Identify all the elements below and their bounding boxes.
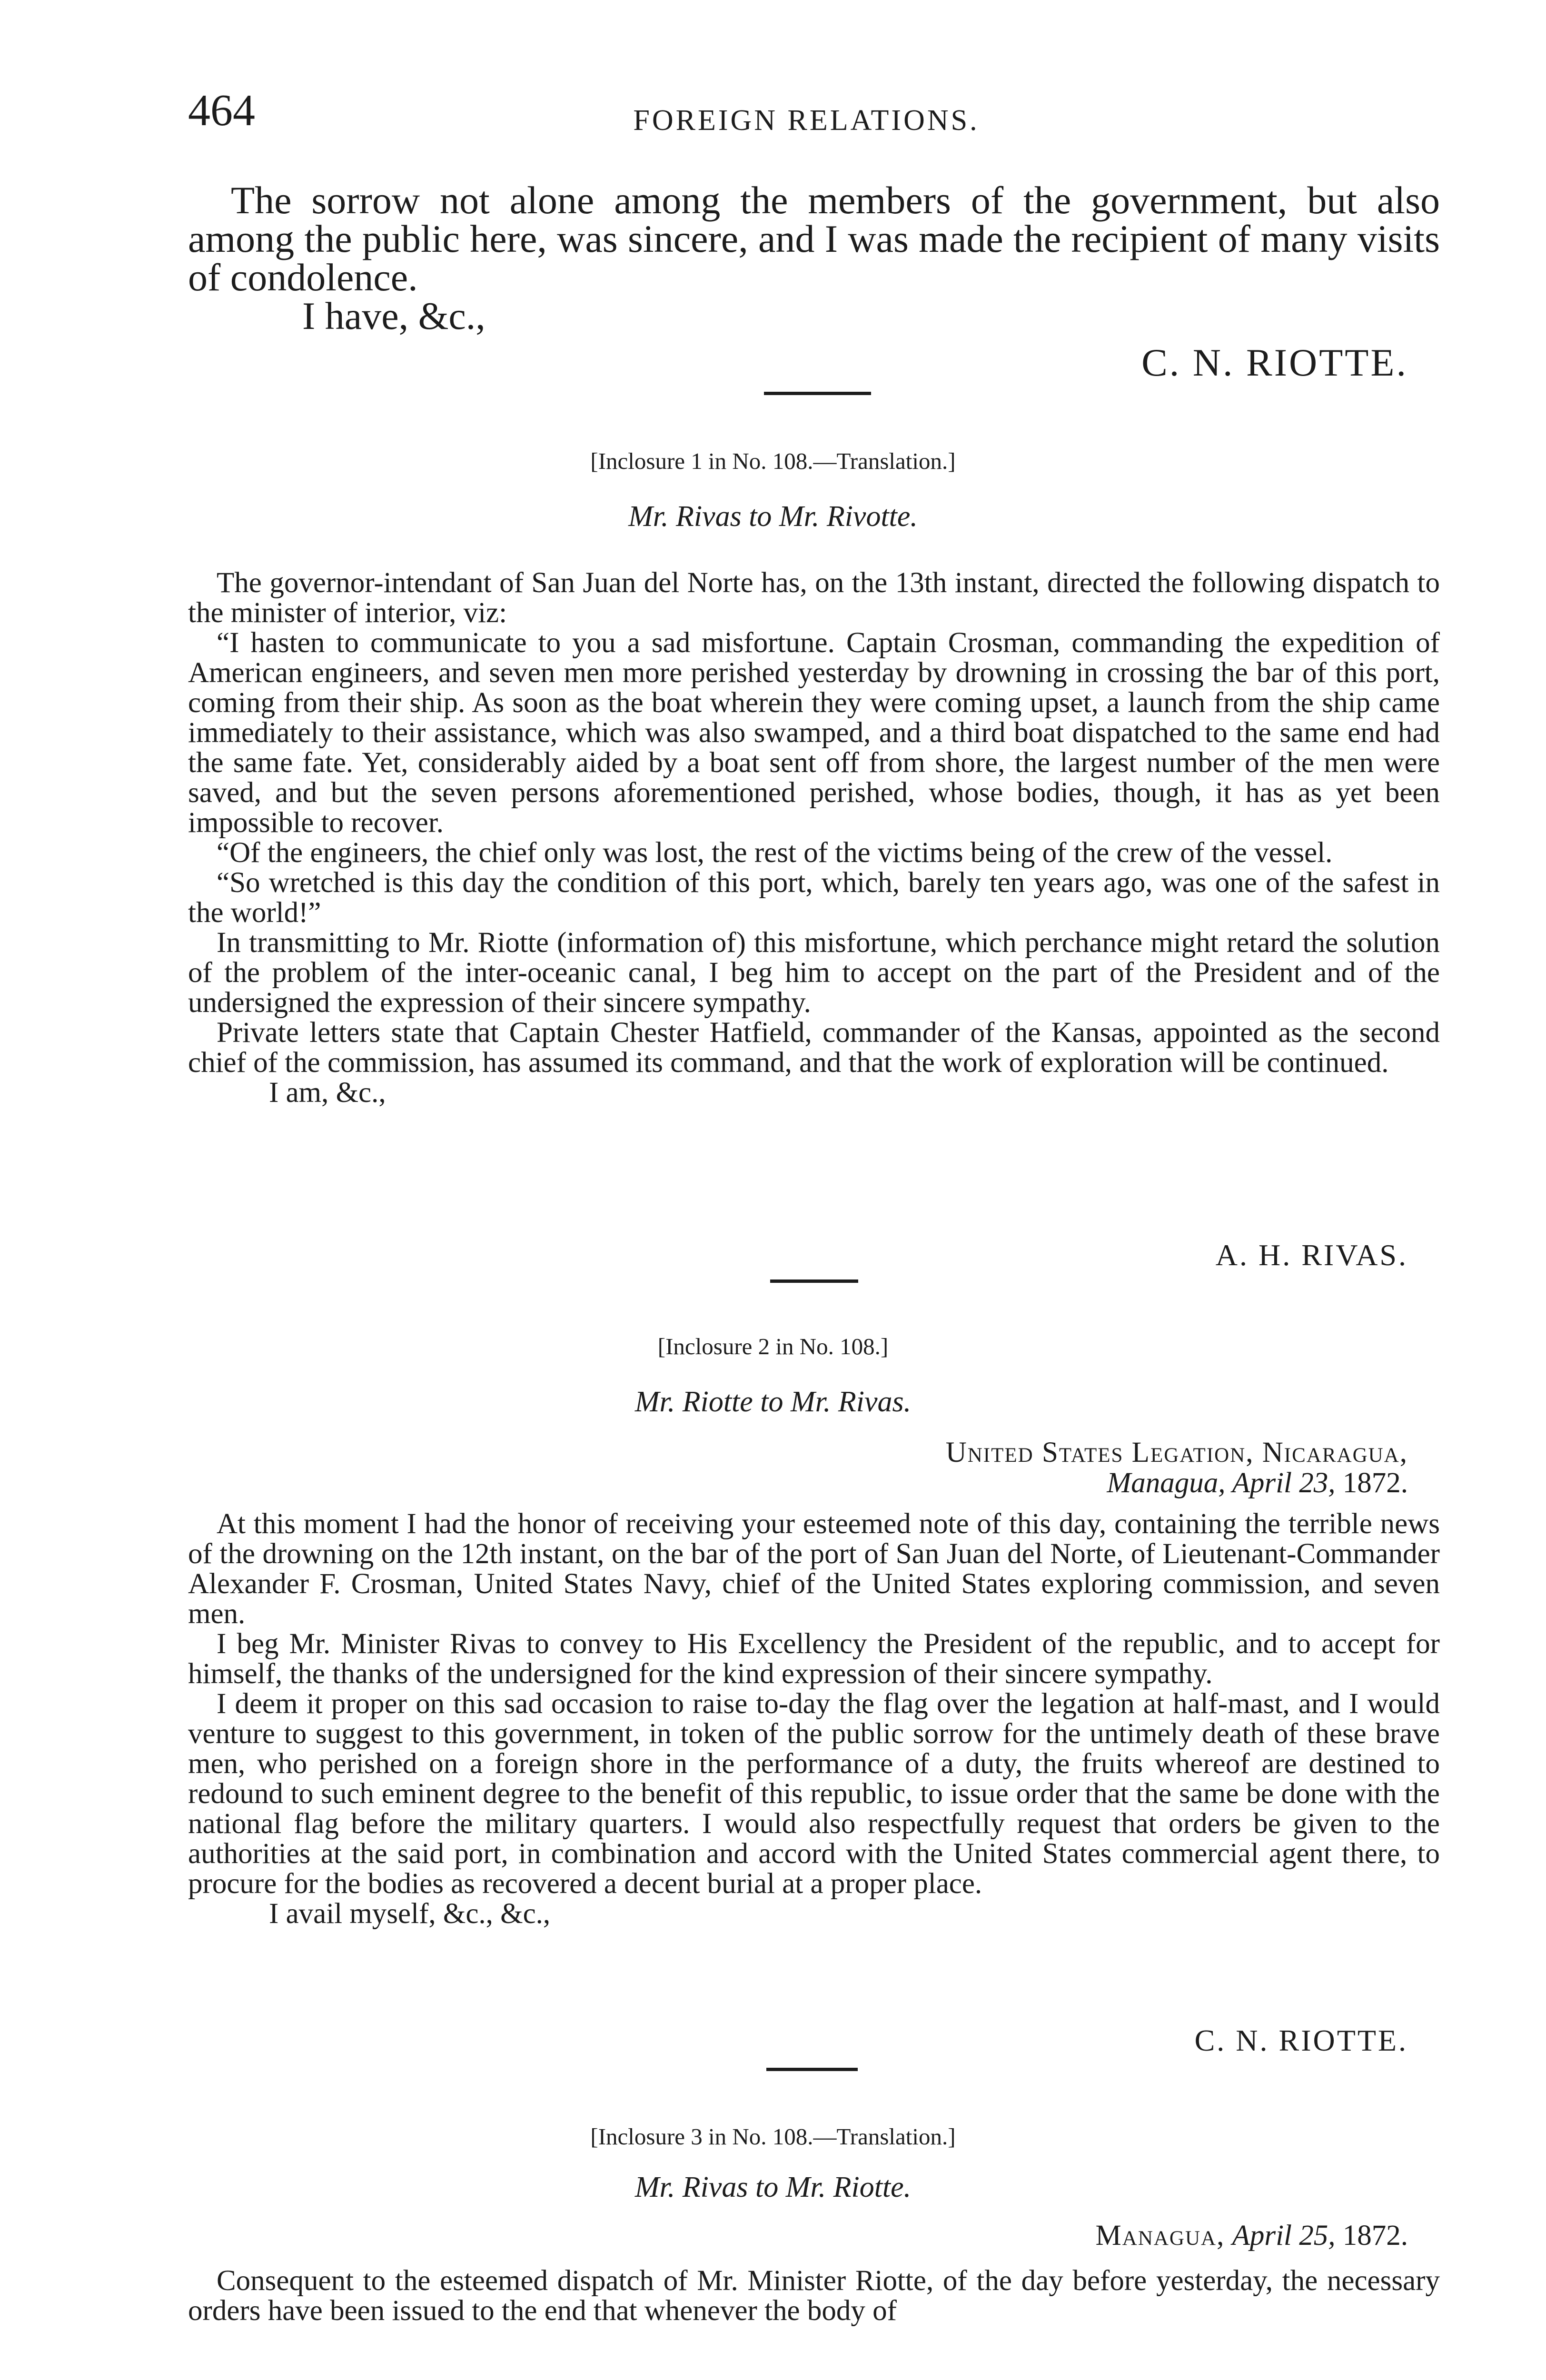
running-title: FOREIGN RELATIONS. [633, 104, 980, 137]
enclosure3-date-city: Managua, [1095, 2220, 1225, 2251]
separator-rule [764, 392, 871, 395]
enclosure1-signature: A. H. RIVAS. [1215, 1238, 1408, 1272]
intro-paragraph: The sorrow not alone among the members of the government, but also among the public here, was sincere, and I was made the recipient of many visits of condolence. [188, 178, 1440, 299]
enclosure3-paragraph: Consequent to the esteemed dispatch of Mr. Minister Riotte, of the day before yesterday, the necessary orders have been issued to the end that whenever the body of [188, 2265, 1440, 2327]
enclosure1-paragraph: The governor-intendant of San Juan del Norte has, on the 13th instant, directed the following dispatch to the minister of interior, viz: [188, 567, 1440, 629]
enclosure2-signature: C. N. RIOTTE. [1194, 2023, 1408, 2057]
enclosure2-heading: Mr. Riotte to Mr. Rivas. [634, 1386, 912, 1418]
enclosure1-closing: I am, &c., [269, 1077, 386, 1109]
separator-rule [766, 2068, 858, 2071]
enclosure3-heading: Mr. Rivas to Mr. Riotte. [634, 2171, 912, 2203]
enclosure2-paragraph: I deem it proper on this sad occasion to raise to-day the flag over the legation at half-mast, and I would venture to suggest to this government, in token of the public sorrow for the untimely death of these brave men, who perished on a foreign shore in the performance of a duty, the fruits whereof are destined to redound to such eminent degree to the benefit of this republic, to issue order that the same be done with the national flag before the military quarters. I would also respectfully request that orders be given to the authorities at the said port, in combination and accord with the United States commercial agent there, to procure for the bodies as recovered a decent burial at a proper place. [188, 1688, 1440, 1900]
enclosure3-date-month: April 25, [1232, 2220, 1336, 2251]
enclosure2-paragraph: At this moment I had the honor of receiving your esteemed note of this day, containing the terrible news of the drowning on the 12th instant, on the bar of the port of San Juan del Norte, of Lieutenant-Commander Alexander F. Crosman, United States Navy, chief of the United States exploring commission, and seven men. [188, 1508, 1440, 1630]
enclosure3-dateline [1096, 2221, 1408, 2251]
enclosure1-paragraph: In transmitting to Mr. Riotte (information of) this misfortune, which perchance might retard the solution of the problem of the inter-oceanic canal, I beg him to accept on the part of the President and of the undersigned the expression of their sincere sympathy. [188, 927, 1440, 1019]
enclosure2-place: United States Legation, Nicaragua, [945, 1437, 1408, 1468]
enclosure2-date-city: Managua, April 23, [1107, 1467, 1336, 1499]
enclosure2-date-year: 1872. [1342, 1467, 1408, 1499]
enclosure3-body [188, 2266, 1440, 2326]
enclosure3-date-year: 1872. [1342, 2220, 1408, 2251]
enclosure1-body [188, 568, 1440, 1108]
enclosure1-paragraph: “Of the engineers, the chief only was lost, the rest of the victims being of the crew of the vessel. [217, 837, 1333, 869]
enclosure3-label: [Inclosure 3 in No. 108.—Translation.] [590, 2123, 956, 2150]
intro-closing: I have, &c., [302, 294, 486, 337]
intro-section [188, 178, 1440, 337]
enclosure1-paragraph: Private letters state that Captain Chester Hatfield, commander of the Kansas, appointed as the second chief of the commission, has assumed its command, and that the work of exploration will be continued. [188, 1017, 1440, 1079]
enclosure1-label: [Inclosure 1 in No. 108.—Translation.] [590, 448, 956, 474]
page-number: 464 [188, 86, 255, 135]
enclosure2-closing: I avail myself, &c., &c., [269, 1898, 551, 1930]
enclosure1-paragraph: “So wretched is this day the condition of this port, which, barely ten years ago, was one of the safest in the world!” [188, 867, 1440, 929]
intro-signature: C. N. RIOTTE. [1141, 341, 1408, 384]
enclosure2-label: [Inclosure 2 in No. 108.] [657, 1333, 889, 1359]
enclosure2-dateline [946, 1438, 1408, 1498]
enclosure2-paragraph: I beg Mr. Minister Rivas to convey to His Excellency the President of the republic, and to accept for himself, the thanks of the undersigned for the kind expression of their sincere sympathy. [188, 1628, 1440, 1690]
enclosure2-body [188, 1509, 1440, 1929]
enclosure1-heading: Mr. Rivas to Mr. Rivotte. [628, 500, 918, 533]
enclosure1-paragraph: “I hasten to communicate to you a sad misfortune. Captain Crosman, commanding the expedition of American engineers, and seven men more perished yesterday by drowning in crossing the bar of this port, coming from their ship. As soon as the boat wherein they were coming upset, a launch from the ship came immediately to their assistance, which was also swamped, and a third boat dispatched to the same end had the same fate. Yet, considerably aided by a boat sent off from shore, the largest number of the men were saved, and but the seven persons aforementioned perished, whose bodies, though, it has as yet been impossible to recover. [188, 627, 1440, 839]
separator-rule [770, 1279, 858, 1283]
